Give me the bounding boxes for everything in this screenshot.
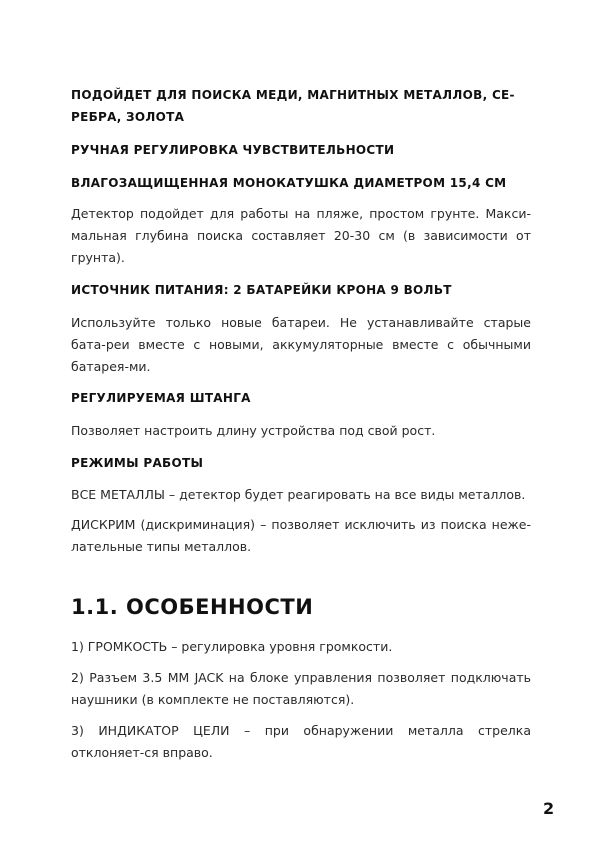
heading-modes: РЕЖИМЫ РАБОТЫ (71, 456, 204, 470)
paragraph-mode-discrim: ДИСКРИМ (дискриминация) – позволяет исключить из поиска неже-лательные типы металлов. (71, 517, 531, 554)
heading-sensitivity: РУЧНАЯ РЕГУЛИРОВКА ЧУВСТВИТЕЛЬНОСТИ (71, 143, 395, 157)
list-item-volume: 1) ГРОМКОСТЬ – регулировка уровня громкости. (71, 639, 393, 654)
paragraph-rod: Позволяет настроить длину устройства под свой рост. (71, 423, 436, 438)
heading-rod: РЕГУЛИРУЕМАЯ ШТАНГА (71, 391, 251, 405)
paragraph-power: Используйте только новые батареи. Не устанавливайте старые бата-реи вместе с новыми, аккумуляторные вместе с обычными батарея-ми. (71, 315, 531, 374)
list-item-indicator: 3) ИНДИКАТОР ЦЕЛИ – при обнаружении металла стрелка отклоняет-ся вправо. (71, 723, 531, 760)
heading-search-metals: ПОДОЙДЕТ ДЛЯ ПОИСКА МЕДИ, МАГНИТНЫХ МЕТАЛЛОВ, СЕ- РЕБРА, ЗОЛОТА (71, 88, 515, 124)
heading-coil: ВЛАГОЗАЩИЩЕННАЯ МОНОКАТУШКА ДИАМЕТРОМ 15,4 СМ (71, 176, 507, 190)
paragraph-coil: Детектор подойдет для работы на пляже, простом грунте. Макси-мальная глубина поиска составляет 20-30 см (в зависимости от грунта). (71, 206, 531, 265)
list-item-jack: 2) Разъем 3.5 ММ JACK на блоке управления позволяет подключать наушники (в комплекте не поставляются). (71, 670, 531, 707)
page-number: 2 (543, 799, 555, 818)
heading-power: ИСТОЧНИК ПИТАНИЯ: 2 БАТАРЕЙКИ КРОНА 9 ВОЛЬТ (71, 283, 452, 297)
paragraph-mode-all: ВСЕ МЕТАЛЛЫ – детектор будет реагировать на все виды металлов. (71, 487, 526, 502)
section-title: 1.1. ОСОБЕННОСТИ (71, 595, 314, 619)
